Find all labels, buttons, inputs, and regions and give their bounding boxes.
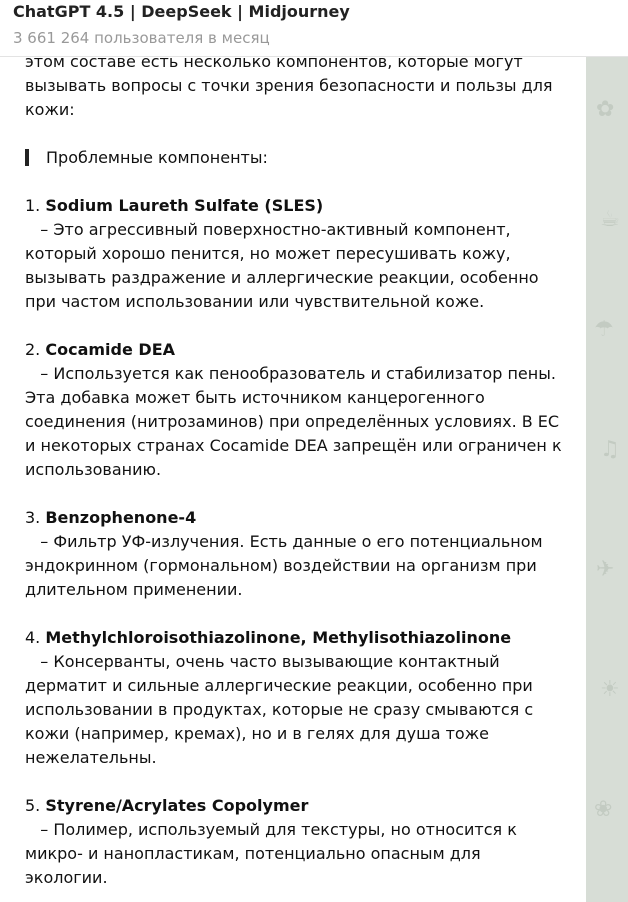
item-line: использовании в продуктах, которые не сразу смываются с [25,700,534,719]
channel-title[interactable]: ChatGPT 4.5 | DeepSeek | Midjourney [13,2,350,21]
item-line: Эта добавка может быть источником канцерогенного [25,388,485,407]
item-line: кожи (например, кремах), но и в гелях для душа тоже [25,724,489,743]
background-doodle: ✿ [596,97,615,122]
item-line: соединения (нитрозаминов) при определённых условиях. В ЕС [25,412,560,431]
item-heading [25,626,575,650]
item-line: использованию. [25,460,162,479]
item-line: микро- и нанопластикам, потенциально опасным для [25,844,481,863]
item-title: Styrene/Acrylates Copolymer [45,796,309,815]
chat-area [0,57,628,902]
item-line: который хорошо пенится, но может пересушивать кожу, [25,244,511,263]
item-line: длительном применении. [25,580,243,599]
item-heading [25,506,575,530]
item-line: – Консерванты, очень часто вызывающие контактный [25,652,500,671]
item-line: эндокринном (гормональном) воздействии на организм при [25,556,537,575]
item-line: – Это агрессивный поверхностно-активный компонент, [25,220,511,239]
intro-line: этом составе есть несколько компонентов, которые могут [25,57,523,71]
background-doodle: ☂ [594,317,614,342]
item-line: – Используется как пенообразователь и стабилизатор пены. [25,364,556,383]
item-number: 1. [25,196,41,215]
item-heading [25,794,575,818]
background-doodle: ♫ [600,437,620,462]
subscriber-count: 3 661 264 пользователя в месяц [13,29,270,47]
background-doodle: ☀ [600,677,620,702]
item-line: вызывать раздражение и аллергические реакции, особенно [25,268,539,287]
item-line: дерматит и сильные аллергические реакции, особенно при [25,676,533,695]
item-line: при частом использовании или чувствительной коже. [25,292,485,311]
background-doodle: ☕ [600,207,620,232]
item-title: Methylchloroisothiazolinone, Methylisothiazolinone [45,628,512,647]
quote-bar [25,149,29,166]
item-heading [25,194,575,218]
chat-header[interactable] [0,0,628,57]
item-number: 3. [25,508,41,527]
section-heading [25,146,575,170]
item-line: – Фильтр УФ-излучения. Есть данные о его потенциальном [25,532,543,551]
section-heading-text: Проблемные компоненты: [46,148,268,167]
item-number: 4. [25,628,41,647]
item-line: нежелательны. [25,748,157,767]
item-title: Benzophenone-4 [45,508,197,527]
item-line: экологии. [25,868,108,887]
item-title: Sodium Laureth Sulfate (SLES) [45,196,324,215]
message-bubble[interactable] [0,57,586,902]
background-doodle: ✈ [596,557,615,582]
intro-line: вызывать вопросы с точки зрения безопасности и пользы для [25,76,553,95]
message-text [25,57,575,890]
intro-line: кожи: [25,100,75,119]
item-heading [25,338,575,362]
item-line: – Полимер, используемый для текстуры, но относится к [25,820,517,839]
item-line: и некоторых странах Cocamide DEA запрещён или ограничен к [25,436,562,455]
item-number: 2. [25,340,41,359]
background-doodle: ❀ [594,797,613,822]
item-number: 5. [25,796,41,815]
item-title: Cocamide DEA [45,340,175,359]
